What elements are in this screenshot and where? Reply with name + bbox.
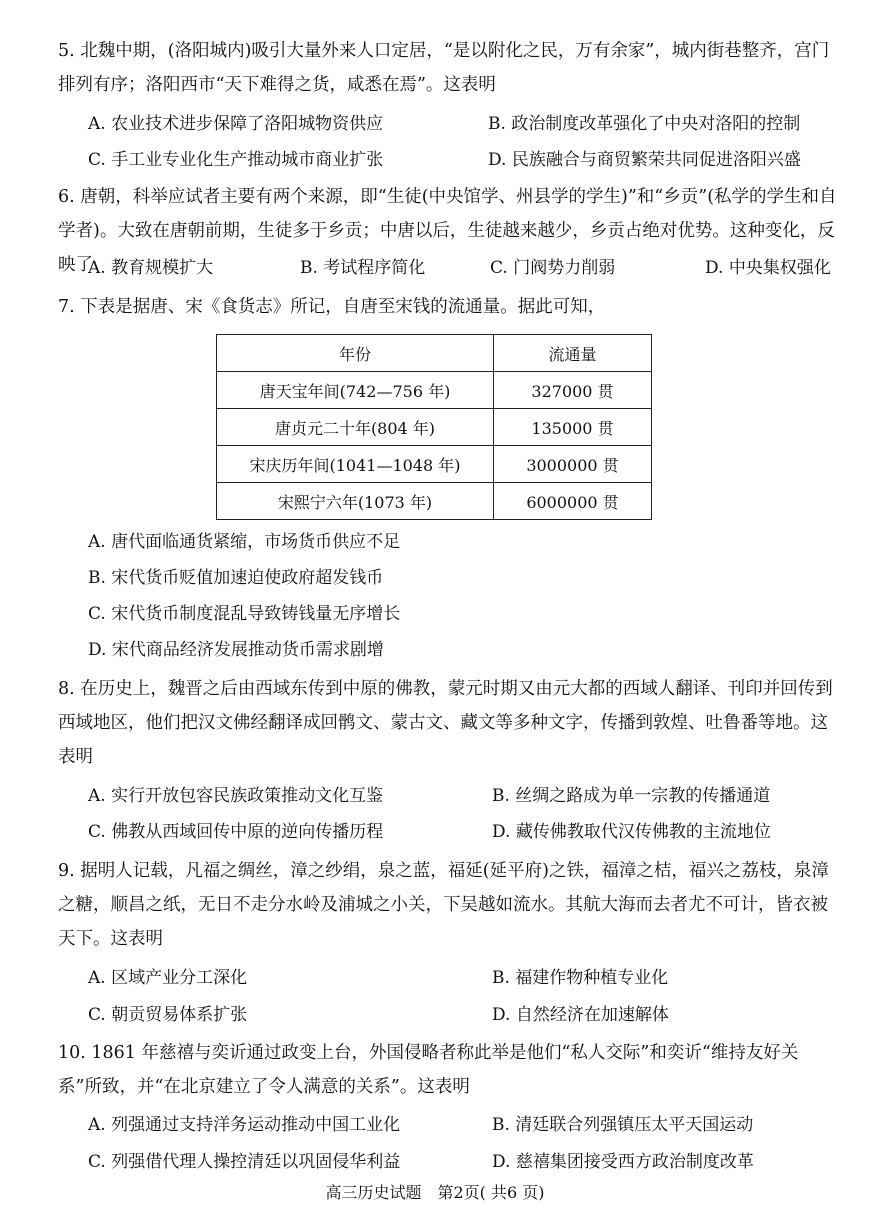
currency-circulation-table [216, 334, 652, 520]
question-10-stem: 10. 1861 年慈禧与奕䜣通过政变上台，外国侵略者称此举是他们“私人交际”和奕䜣“维持友好关系”所致，并“在北京建立了令人满意的关系”。这表明 [58, 1043, 799, 1097]
question-9-option-a: A. 区域产业分工深化 [88, 968, 248, 988]
question-7-option-c: C. 宋代货币制度混乱导致铸钱量无序增长 [88, 604, 401, 624]
question-5-stem: 5. 北魏中期，(洛阳城内)吸引大量外来人口定居，“是以附化之民，万有余家”，城内街巷整齐，宫门排列有序；洛阳西市“天下难得之货，咸悉在焉”。这表明 [58, 41, 830, 95]
question-9-stem: 9. 据明人记载，凡福之绸丝，漳之纱绢，泉之蓝，福延(延平府)之铁，福漳之桔，福兴之荔枝，泉漳之糖，顺昌之纸，无日不走分水岭及浦城之小关，下吴越如流水。其航大海而去者尤不可计，皆衣被天下。这表明 [58, 861, 829, 949]
question-6-stem: 6. 唐朝，科举应试者主要有两个来源，即“生徒(中央馆学、州县学的学生)”和“乡贡”(私学的学生和自学者)。大致在唐朝前期，生徒多于乡贡；中唐以后，生徒越来越少，乡贡占绝对优势。这种变化，反映了 [58, 187, 837, 275]
table-row [217, 446, 652, 483]
table-cell-year: 宋熙宁六年(1073 年) [217, 483, 494, 520]
question-5-option-b: B. 政治制度改革强化了中央对洛阳的控制 [488, 114, 801, 134]
table-row [217, 483, 652, 520]
question-6-option-c: C. 门阀势力削弱 [490, 258, 616, 278]
table-header-amount: 流通量 [494, 335, 652, 372]
question-5-option-c: C. 手工业专业化生产推动城市商业扩张 [88, 150, 384, 170]
question-8-option-b: B. 丝绸之路成为单一宗教的传播通道 [492, 786, 771, 806]
question-6-option-a: A. 教育规模扩大 [88, 258, 214, 278]
question-10-option-b: B. 清廷联合列强镇压太平天国运动 [492, 1115, 754, 1135]
question-5-option-d: D. 民族融合与商贸繁荣共同促进洛阳兴盛 [488, 150, 801, 170]
table-header-row [217, 335, 652, 372]
question-8-option-a: A. 实行开放包容民族政策推动文化互鉴 [88, 786, 384, 806]
table-cell-year: 唐天宝年间(742—756 年) [217, 372, 494, 409]
question-9-option-c: C. 朝贡贸易体系扩张 [88, 1005, 248, 1025]
question-7-option-b: B. 宋代货币贬值加速迫使政府超发钱币 [88, 568, 384, 588]
table-cell-year: 唐贞元二十年(804 年) [217, 409, 494, 446]
table-cell-year: 宋庆历年间(1041—1048 年) [217, 446, 494, 483]
question-6-option-b: B. 考试程序简化 [300, 258, 426, 278]
question-10-option-d: D. 慈禧集团接受西方政治制度改革 [492, 1152, 754, 1172]
question-10-option-c: C. 列强借代理人操控清廷以巩固侵华利益 [88, 1152, 401, 1172]
question-9-option-b: B. 福建作物种植专业化 [492, 968, 669, 988]
table-row [217, 409, 652, 446]
table-cell-amount: 3000000 贯 [494, 446, 652, 483]
question-5-option-a: A. 农业技术进步保障了洛阳城物资供应 [88, 114, 384, 134]
table-cell-amount: 135000 贯 [494, 409, 652, 446]
question-7-stem: 7. 下表是据唐、宋《食货志》所记，自唐至宋钱的流通量。据此可知， [58, 297, 606, 317]
table-header-year: 年份 [217, 335, 494, 372]
question-6-option-d: D. 中央集权强化 [705, 258, 831, 278]
question-8-option-d: D. 藏传佛教取代汉传佛教的主流地位 [492, 822, 771, 842]
table-row [217, 372, 652, 409]
question-8-option-c: C. 佛教从西域回传中原的逆向传播历程 [88, 822, 384, 842]
page-footer: 高三历史试题 第2页( 共6 页) [325, 1183, 545, 1202]
table-cell-amount: 327000 贯 [494, 372, 652, 409]
table-cell-amount: 6000000 贯 [494, 483, 652, 520]
question-9-option-d: D. 自然经济在加速解体 [492, 1005, 669, 1025]
question-10-option-a: A. 列强通过支持洋务运动推动中国工业化 [88, 1115, 401, 1135]
question-8-stem: 8. 在历史上，魏晋之后由西域东传到中原的佛教，蒙元时期又由元大都的西域人翻译、刊印并回传到西域地区，他们把汉文佛经翻译成回鹘文、蒙古文、藏文等多种文字，传播到敦煌、吐鲁番等地。这表明 [58, 679, 833, 767]
question-7-option-a: A. 唐代面临通货紧缩，市场货币供应不足 [88, 532, 401, 552]
question-7-option-d: D. 宋代商品经济发展推动货币需求剧增 [88, 640, 384, 660]
